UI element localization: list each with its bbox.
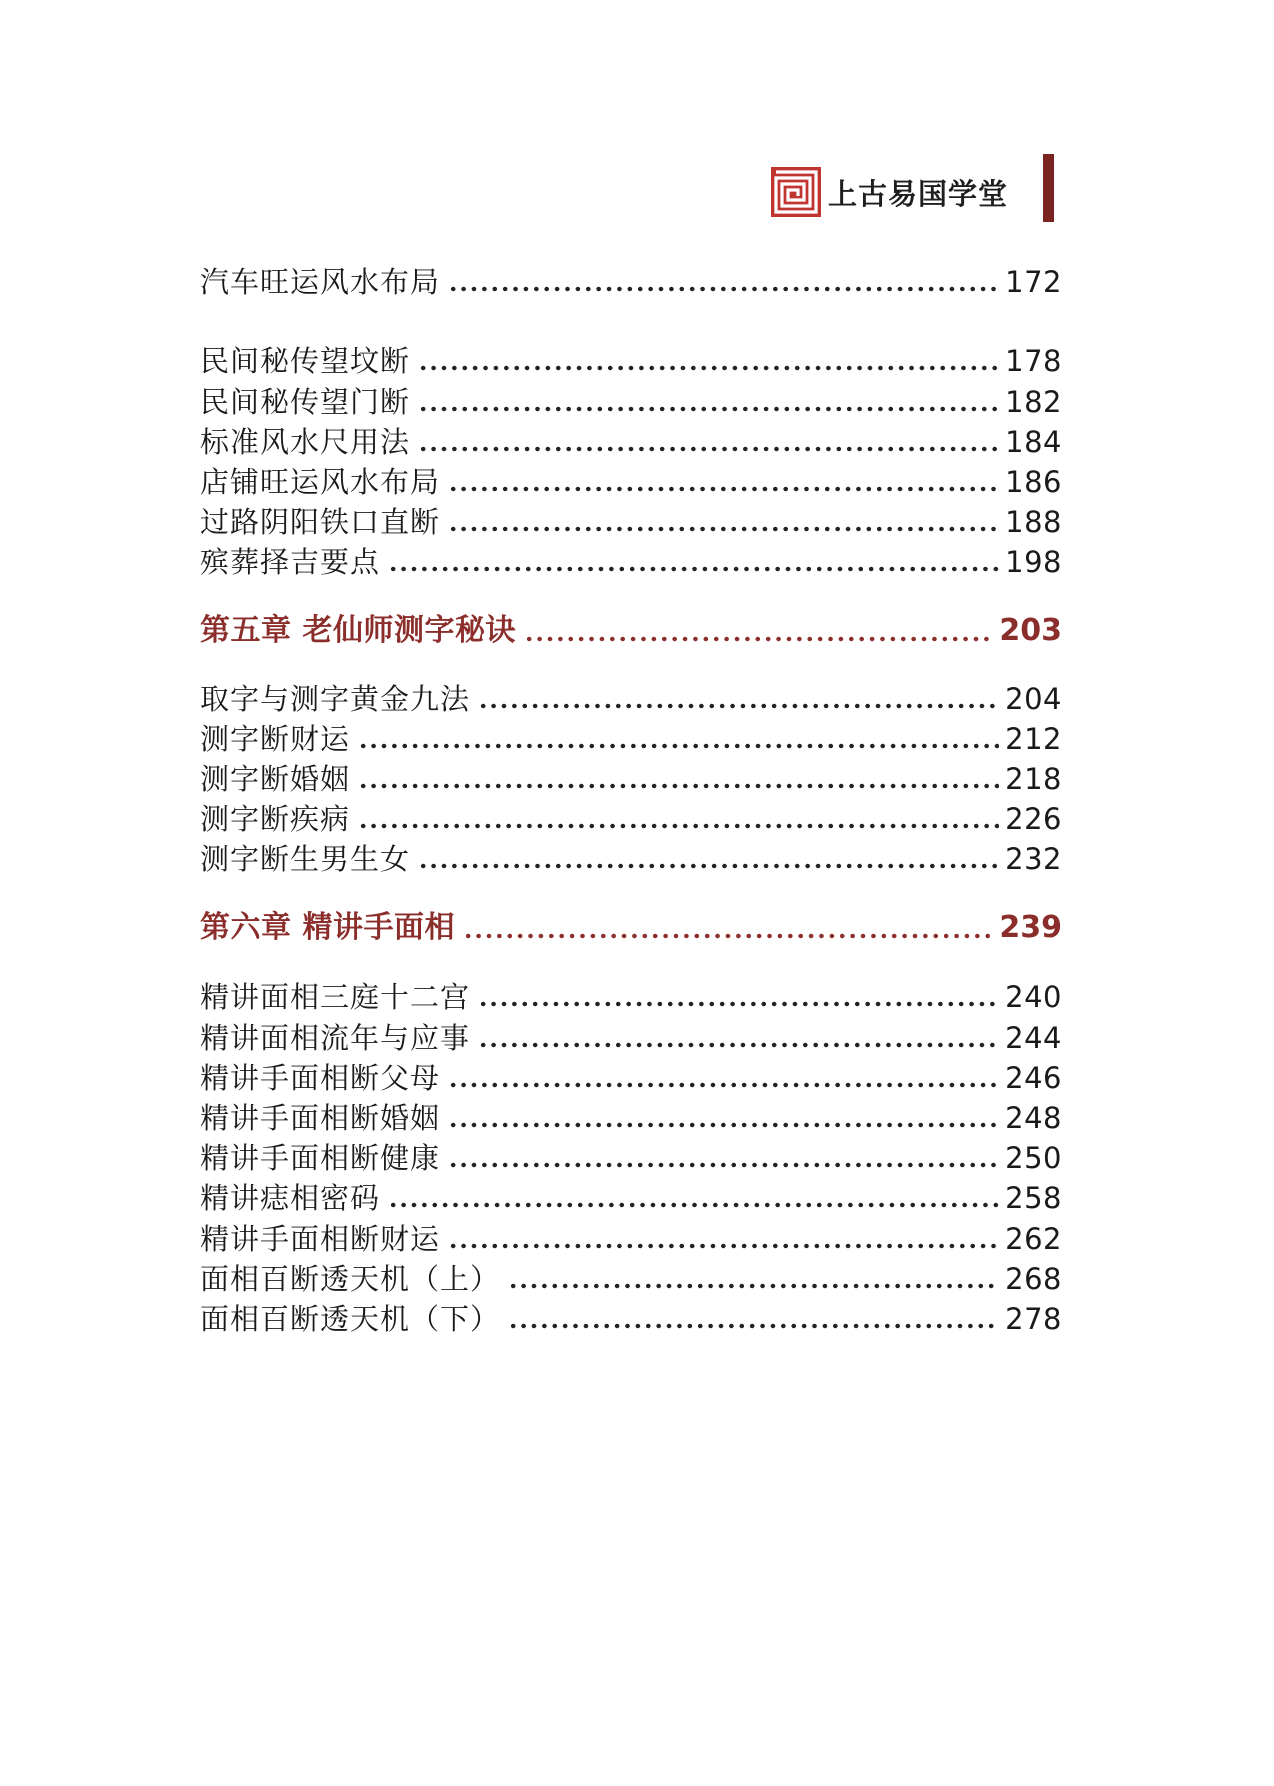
toc-entry-page: 212 <box>1005 721 1062 756</box>
toc-entry-page: 184 <box>1005 424 1062 459</box>
dot-leader <box>478 1001 999 1007</box>
chapter-title: 第五章 老仙师测字秘诀 <box>200 613 516 649</box>
dot-leader <box>448 286 999 292</box>
toc-entry[interactable] <box>200 1299 1062 1339</box>
dot-leader <box>524 636 991 642</box>
dot-leader <box>418 365 999 371</box>
toc-entry[interactable] <box>200 799 1062 839</box>
dot-leader <box>478 1042 999 1048</box>
toc-entry-page: 186 <box>1005 464 1062 499</box>
toc-entry[interactable] <box>200 262 1062 302</box>
toc-entry-page: 240 <box>1005 980 1062 1015</box>
toc-entry-page: 226 <box>1005 802 1062 837</box>
toc-entry-page: 258 <box>1005 1181 1062 1216</box>
toc-entry-page: 188 <box>1005 505 1062 540</box>
dot-leader <box>448 486 999 492</box>
dot-leader <box>388 566 999 572</box>
toc-entry-title: 精讲面相三庭十二宫 <box>200 980 471 1015</box>
brand-name: 上古易国学堂 <box>828 176 1009 211</box>
toc-entry-title: 精讲手面相断健康 <box>200 1141 441 1176</box>
toc-entry-title: 民间秘传望门断 <box>200 384 411 419</box>
dot-leader <box>478 703 999 709</box>
toc-entry-title: 测字断婚姻 <box>200 761 351 796</box>
toc-entry[interactable] <box>200 542 1062 582</box>
square-spiral-seal-icon <box>770 166 822 218</box>
toc-entry-title: 精讲手面相断婚姻 <box>200 1101 441 1135</box>
dot-leader <box>463 933 991 939</box>
dot-leader <box>418 863 999 869</box>
toc-entry[interactable] <box>200 462 1062 502</box>
toc-entry[interactable] <box>200 1098 1062 1138</box>
toc-entry[interactable] <box>200 759 1062 799</box>
toc-entry[interactable] <box>200 839 1062 879</box>
toc-entry[interactable] <box>200 1138 1062 1178</box>
toc-entry-title: 测字断生男生女 <box>200 842 411 877</box>
toc-entry-page: 248 <box>1005 1101 1062 1135</box>
toc-entry[interactable] <box>200 1178 1062 1218</box>
toc-entry[interactable] <box>200 422 1062 462</box>
dot-leader <box>418 406 999 412</box>
dot-leader <box>358 783 999 789</box>
toc-entry-title: 殡葬择吉要点 <box>200 545 381 580</box>
dot-leader <box>448 526 999 532</box>
toc-entry-title: 精讲手面相断父母 <box>200 1060 441 1095</box>
chapter-page: 239 <box>999 910 1062 946</box>
dot-leader <box>358 823 999 829</box>
toc-entry-page: 182 <box>1005 384 1062 419</box>
chapter-heading[interactable] <box>200 906 1062 950</box>
dot-leader <box>418 446 999 452</box>
dot-leader <box>358 743 999 749</box>
toc-entry-title: 精讲痣相密码 <box>200 1181 381 1216</box>
toc-entry[interactable] <box>200 381 1062 421</box>
toc-entry-title: 过路阴阳铁口直断 <box>200 505 441 540</box>
dot-leader <box>508 1283 999 1289</box>
toc-entry-page: 218 <box>1005 761 1062 796</box>
toc-entry-page: 232 <box>1005 842 1062 877</box>
toc-entry-page: 246 <box>1005 1060 1062 1095</box>
toc-entry-title: 测字断财运 <box>200 721 351 756</box>
toc-entry-page: 198 <box>1005 545 1062 580</box>
toc-entry-page: 172 <box>1005 265 1062 300</box>
toc-entry[interactable] <box>200 1218 1062 1258</box>
toc-entry-title: 精讲面相流年与应事 <box>200 1020 471 1055</box>
toc-entry-title: 测字断疾病 <box>200 802 351 837</box>
toc-entry-page: 262 <box>1005 1221 1062 1256</box>
brand-header <box>770 160 1008 224</box>
toc-entry[interactable] <box>200 719 1062 759</box>
toc-group <box>200 678 1062 879</box>
dot-leader <box>448 1082 999 1088</box>
toc-group <box>200 341 1062 582</box>
toc-entry-title: 店铺旺运风水布局 <box>200 464 441 499</box>
toc-group <box>200 262 1062 302</box>
dot-leader <box>388 1202 999 1208</box>
toc-entry-page: 268 <box>1005 1261 1062 1296</box>
dot-leader <box>508 1323 999 1329</box>
toc-entry-title: 民间秘传望坟断 <box>200 344 411 379</box>
toc-entry-page: 178 <box>1005 344 1062 379</box>
dot-leader <box>448 1122 999 1128</box>
toc-entry-page: 278 <box>1005 1301 1062 1336</box>
toc-entry-title: 面相百断透天机（上） <box>200 1261 501 1296</box>
toc-entry-title: 面相百断透天机（下） <box>200 1301 501 1336</box>
toc-entry[interactable] <box>200 1017 1062 1057</box>
toc-entry[interactable] <box>200 678 1062 718</box>
toc-entry-page: 204 <box>1005 681 1062 716</box>
toc-entry[interactable] <box>200 977 1062 1017</box>
chapter-title: 第六章 精讲手面相 <box>200 910 455 946</box>
toc-entry-title: 精讲手面相断财运 <box>200 1221 441 1256</box>
toc-entry-title: 标准风水尺用法 <box>200 424 411 459</box>
brand-accent-bar <box>1043 154 1054 222</box>
toc-entry[interactable] <box>200 502 1062 542</box>
dot-leader <box>448 1162 999 1168</box>
chapter-page: 203 <box>999 613 1062 649</box>
toc-group <box>200 977 1062 1339</box>
dot-leader <box>448 1243 999 1249</box>
toc-entry[interactable] <box>200 1058 1062 1098</box>
chapter-heading[interactable] <box>200 609 1062 653</box>
toc-entry[interactable] <box>200 341 1062 381</box>
toc-entry[interactable] <box>200 1259 1062 1299</box>
toc-entry-page: 244 <box>1005 1020 1062 1055</box>
toc-entry-title: 取字与测字黄金九法 <box>200 681 471 716</box>
toc-entry-title: 汽车旺运风水布局 <box>200 265 441 300</box>
table-of-contents <box>200 262 1062 1339</box>
toc-entry-page: 250 <box>1005 1141 1062 1176</box>
